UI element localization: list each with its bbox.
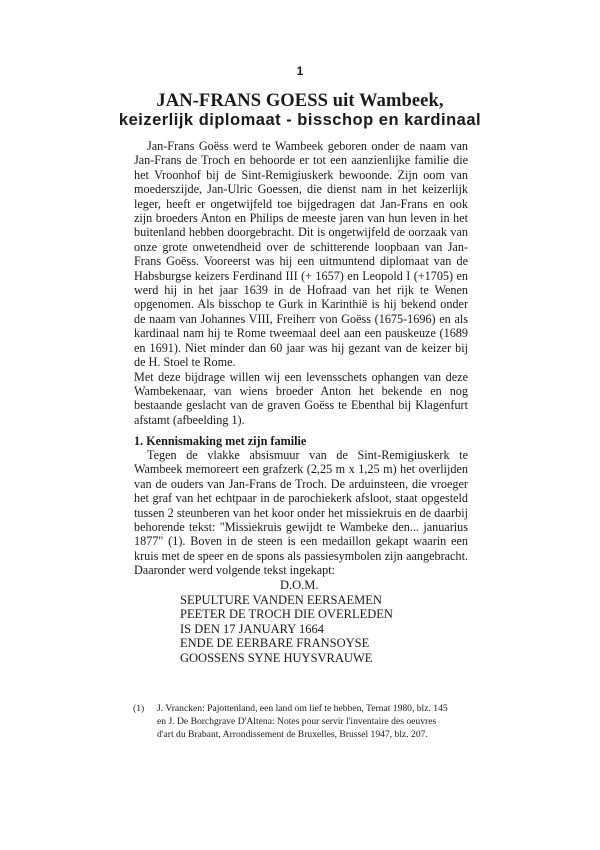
- intro-paragraph-2: Met deze bijdrage willen wij een levensschets ophangen van deze Wambekenaar, van wiens broeder Anton het bekende en nog bestaande geslacht van de graven Goëss te Ebenthal bij Klagenfurt afstamt (afbeelding 1).: [134, 369, 468, 427]
- footnote-line: en J. De Borchgrave D'Altena: Notes pour servir l'inventaire des oeuvres: [157, 715, 437, 727]
- title-line-2: keizerlijk diplomaat - bisschop en kardinaal: [118, 111, 482, 129]
- inscription-line: SEPULTURE VANDEN EERSAEMEN: [180, 592, 382, 607]
- inscription-line: D.O.M.: [280, 578, 319, 592]
- section-heading: 1. Kennismaking met zijn familie: [134, 434, 307, 448]
- section-paragraph: Tegen de vlakke absismuur van de Sint-Remigiuskerk te Wambeek memoreert een grafzerk (2,25 m x 1,25 m) het overlijden van de ouders van Jan-Frans de Troch. De arduinsteen, die vroeger het graf van het echtpaar in de parochiekerk afsloot, staat opgesteld tussen 2 steunberen van het koor onder het missiekruis en de daarbij behorende tekst: "Missiekruis gewijdt te Wambeke den... januarius 1877" (1). Boven in de steen is een medaillon gekapt waarin een kruis met de speer en de spons als passiesymbolen zijn aangebracht. Daaronder werd volgende tekst ingekapt:: [134, 448, 468, 578]
- intro-text: [134, 139, 468, 427]
- tombstone-inscription: [180, 578, 410, 666]
- page-number: 1: [296, 64, 304, 78]
- title-line-1: JAN-FRANS GOESS uit Wambeek,: [156, 91, 444, 111]
- inscription-line: GOOSSENS SYNE HUYSVRAUWE: [180, 650, 373, 665]
- page-title: [100, 92, 500, 130]
- footnote-line: J. Vrancken: Pajottenland, een land om lief te hebben, Ternat 1980, blz. 145: [157, 703, 448, 714]
- footnote-line: d'art du Brabant, Arrondissement de Bruxelles, Brussel 1947, blz. 207.: [157, 728, 428, 740]
- intro-paragraph-1: Jan-Frans Goëss werd te Wambeek geboren onder de naam van Jan-Frans de Troch en behoorde er tot een aanzienlijke familie die het Vroonhof bij de Sint-Remigiuskerk bewoonde. Zijn oom van moederszijde, Jan-Ulric Goessen, die dienst nam in het keizerlijk leger, heeft er ongetwijfeld toe bijgedragen dat Jan-Frans en ook zijn broeders Anton en Philips de meeste jaren van hun leven in het buitenland hebben doorgebracht. Dit is ongetwijfeld de oorzaak van onze grote onwetendheid over de schitterende loopbaan van Jan-Frans Goëss. Vooreerst was hij een uitmuntend diplomaat van de Habsburgse keizers Ferdinand III (+ 1657) en Leopold I (+1705) en werd hij in het jaar 1639 in de Hofraad van het rijk te Wenen opgenomen. Als bisschop te Gurk in Karinthië is hij bekend onder de naam van Johannes VIII, Freiherr von Goëss (1675-1696) en als kardinaal nam hij te Rome tweemaal deel aan een pauskeuze (1689 en 1691). Niet minder dan 60 jaar was hij gezant van de keizer bij de H. Stoel te Rome.: [134, 139, 468, 370]
- inscription-line: ENDE DE EERBARE FRANSOYSE: [180, 636, 370, 651]
- footnote-marker: (1): [133, 703, 145, 714]
- inscription-line: IS DEN 17 JANUARY 1664: [180, 621, 324, 636]
- section-body: [134, 448, 468, 578]
- inscription-line: PEETER DE TROCH DIE OVERLEDEN: [180, 607, 393, 622]
- footnotes: [133, 703, 473, 741]
- footnote: [133, 703, 473, 741]
- footnote-text: [157, 703, 473, 741]
